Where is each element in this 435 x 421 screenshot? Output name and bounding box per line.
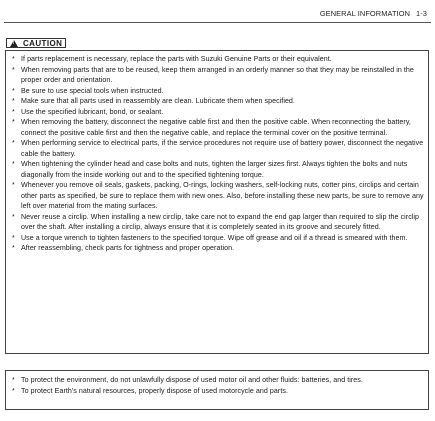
environment-box — [5, 370, 429, 410]
caution-list — [7, 54, 424, 254]
asterisk-bullet: * — [12, 97, 15, 105]
asterisk-bullet: * — [12, 107, 15, 116]
caution-item-text: Use the specified lubricant, bond, or sealant. — [21, 107, 164, 116]
caution-item — [7, 54, 424, 65]
caution-item — [7, 243, 424, 254]
caution-item — [7, 107, 424, 118]
caution-item-text: When performing service to electrical parts, if the service procedures not require use of battery power, disconnect the negative cable the battery. — [21, 139, 424, 158]
asterisk-bullet: * — [12, 386, 15, 395]
caution-item — [7, 96, 424, 107]
caution-item-text: After reassembling, check parts for tightness and proper operation. — [21, 244, 235, 252]
header-divider — [4, 22, 431, 23]
asterisk-bullet: * — [12, 160, 15, 168]
warning-triangle-icon — [10, 40, 18, 47]
asterisk-bullet: * — [12, 65, 15, 74]
asterisk-bullet: * — [12, 244, 15, 252]
caution-label-text: CAUTION — [23, 38, 63, 48]
environment-item — [7, 375, 424, 386]
caution-item — [7, 159, 424, 180]
caution-item — [7, 212, 424, 233]
asterisk-bullet: * — [12, 212, 15, 221]
caution-item-text: Whenever you remove oil seals, gaskets, packing, O-rings, locking washers, self-locking nuts, cotter pins, circlips and certain other parts as specified, be sure to replace them with new ones. Also, before installing these new parts, be sure to remove any left over material from the mating surfaces. — [21, 181, 424, 210]
environment-item-text: To protect the environment, do not unlawfully dispose of used motor oil and other fluids: batteries, and tires. — [21, 376, 363, 384]
caution-item-text: When removing parts that are to be reused, keep them arranged in an orderly manner so that they may be reinstalled in the proper order and orientation. — [21, 65, 414, 84]
caution-item-text: Use a torque wrench to tighten fasteners to the specified torque. Wipe off grease and oil if a thread is smeared with them. — [21, 233, 408, 242]
caution-item — [7, 180, 424, 212]
asterisk-bullet: * — [12, 118, 15, 126]
caution-item-text: Be sure to use special tools when instructed. — [21, 86, 164, 95]
caution-item — [7, 86, 424, 97]
asterisk-bullet: * — [12, 139, 15, 147]
page-number: 1-3 — [416, 9, 427, 18]
environment-list — [7, 375, 424, 396]
caution-item-text: Never reuse a circlip. When installing a new circlip, take care not to expand the end gap larger than required to slip the circlip over the shaft. After installing a circlip, always ensure that it is completely seated in its groove and securely fitted. — [21, 212, 420, 231]
caution-item — [7, 117, 424, 138]
caution-item-text: Make sure that all parts used in reassembly are clean. Lubricate them when specified. — [21, 97, 295, 105]
caution-item — [7, 65, 424, 86]
environment-item-text: To protect Earth's natural resources, properly dispose of used motorcycle and parts. — [21, 386, 288, 395]
caution-item — [7, 138, 424, 159]
caution-item — [7, 233, 424, 244]
section-title: GENERAL INFORMATION — [319, 9, 411, 18]
caution-item-text: When removing the battery, disconnect the negative cable first and then the positive cable. When reconnecting the battery, connect the positive cable first and then the negative cable, and replace the terminal cover on the positive terminal. — [21, 118, 411, 137]
asterisk-bullet: * — [12, 86, 15, 95]
asterisk-bullet: * — [12, 233, 15, 242]
asterisk-bullet: * — [12, 181, 15, 189]
page-header — [320, 9, 427, 18]
caution-heading — [6, 38, 66, 48]
environment-item — [7, 386, 424, 397]
asterisk-bullet: * — [12, 376, 15, 384]
caution-item-text: If parts replacement is necessary, replace the parts with Suzuki Genuine Parts or their equivalent. — [21, 55, 332, 63]
caution-item-text: When tightening the cylinder head and case bolts and nuts, tighten the larger sizes first. Always tighten the bolts and nuts diagonally from the inside working out and to the specified tightening torque. — [21, 160, 408, 179]
asterisk-bullet: * — [12, 55, 15, 63]
caution-box — [5, 50, 429, 354]
